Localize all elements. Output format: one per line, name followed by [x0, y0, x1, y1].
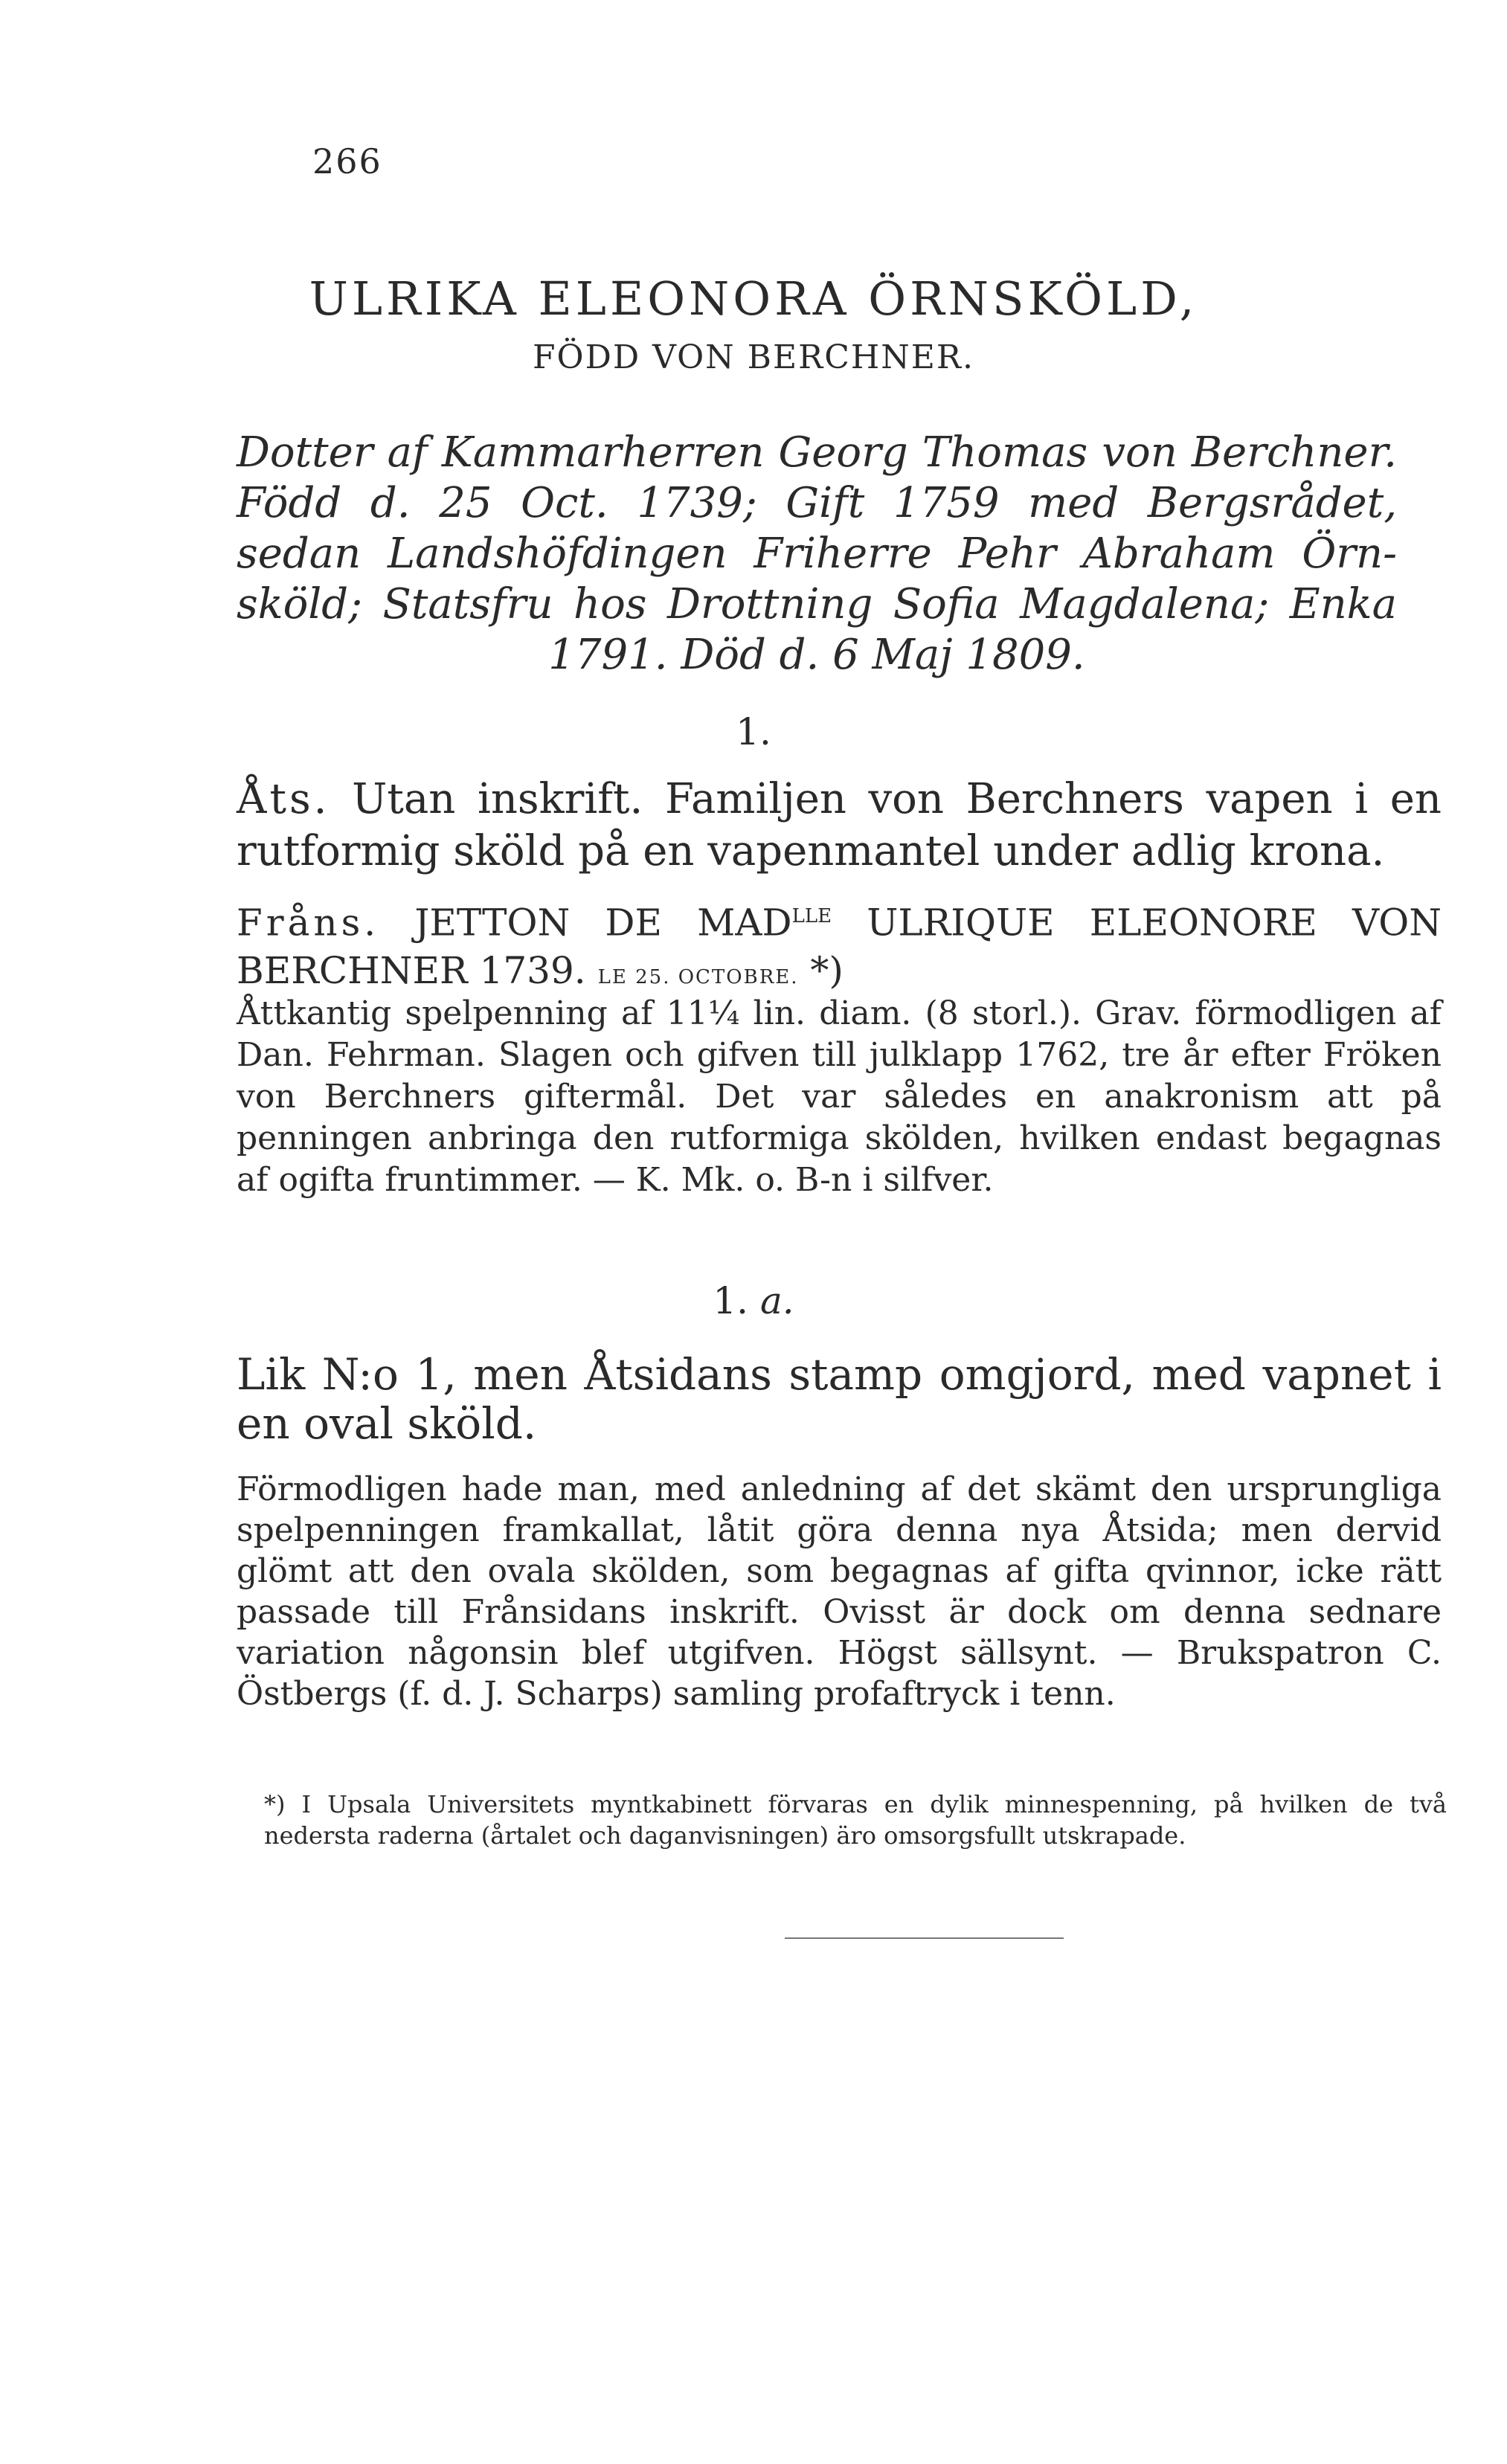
medal-variant-number [0, 1279, 1507, 1322]
medal-number: 1. [736, 710, 771, 753]
footnote-marker: *) [798, 948, 844, 992]
page-subtitle: FÖDD VON BERCHNER. [532, 338, 975, 376]
biography-line: 1791. Död d. 6 Maj 1809. [548, 631, 1085, 679]
biography-line: Född d. 25 Oct. 1739; Gift 1759 med Bergsrådet, [237, 479, 1397, 527]
variant-description: Förmodligen hade man, med anledning af det skämt den ursprungliga spelpenningen framkallat, låtit göra denna nya Åtsida; men dervid glömt att den ovala skölden, som begagnas af gifta qvinnor, icke rätt passade till Frånsidans inskrift. Ovisst är dock om denna sednare variation någonsin blef utgifven. Högst sällsynt. — Brukspatron C. Östbergs (f. d. J. Scharps) samling profaftryck i tenn. [237, 1470, 1442, 1713]
biography-line: Dotter af Kammarherren Georg Thomas von Berchner. [237, 428, 1397, 477]
page-number: 266 [312, 141, 382, 181]
reverse-inscription-rest: ULRIQUE ELEONORE VON BERCHNER 1739. [237, 901, 1442, 992]
medal-variant-number-suffix: a. [759, 1279, 794, 1322]
medal-description: Åttkantig spelpenning af 11¼ lin. diam. (8 storl.). Grav. förmodligen af Dan. Fehrman. Slagen och gifven till julklapp 1762, tre år efter Fröken von Berchners giftermål. Det var således en anakronism att på penningen anbringa den rutformiga skölden, hvilken endast begagnas af ogifta fruntimmer. — K. Mk. o. B-n i silfver. [237, 994, 1442, 1199]
obverse-paragraph [237, 773, 1442, 878]
obverse-label: Åts. [237, 775, 330, 823]
biography-line: sköld; Statsfru hos Drottning Sofia Magdalena; Enka [237, 580, 1397, 628]
reverse-label: Fråns. [237, 901, 380, 945]
biography-line: sedan Landshöfdingen Friherre Pehr Abraham Örn- [237, 530, 1397, 578]
footnote: *) I Upsala Universitets myntkabinett förvaras en dylik minnespenning, på hvilken de två nedersta raderna (årtalet och daganvisningen) äro omsorgsfullt utskrapade. [264, 1790, 1447, 1850]
reverse-inscription: JETTON DE MAD [414, 901, 792, 945]
medal-variant-number-main: 1. [713, 1279, 749, 1322]
page-title: ULRIKA ELEONORA ÖRNSKÖLD, [309, 271, 1198, 326]
reverse-inscription-superscript: LLE [791, 905, 832, 927]
bottom-divider [785, 1937, 1064, 1939]
biography [237, 428, 1397, 681]
variant-paragraph: Lik N:o 1, men Åtsidans stamp omgjord, med vapnet i en oval sköld. [237, 1349, 1442, 1449]
reverse-paragraph [237, 892, 1442, 1001]
reverse-inscription-date: LE 25. OCTOBRE. [597, 965, 799, 988]
obverse-text: Utan inskrift. Familjen von Berchners vapen i en rutformig sköld på en vapenmantel under adlig krona. [237, 775, 1442, 875]
